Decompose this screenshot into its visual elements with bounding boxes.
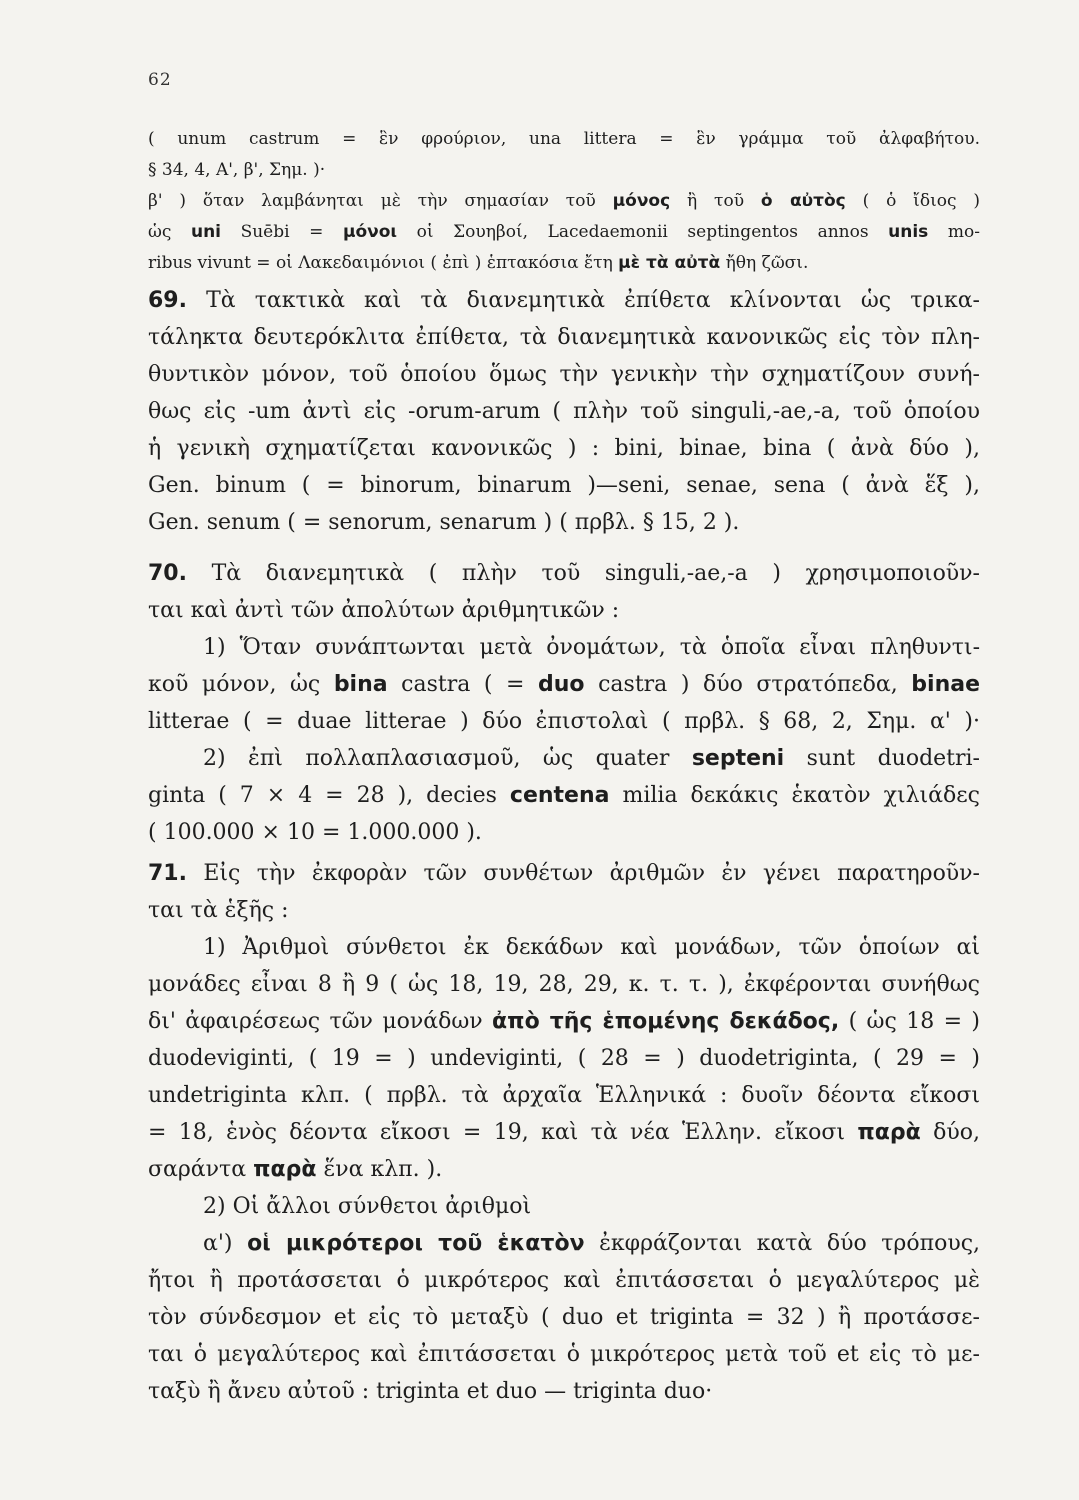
section-number: 71. [148, 861, 187, 886]
note-block [148, 124, 980, 279]
text-run: Τὰ διανεμητικὰ ( πλὴν τοῦ singuli,-ae,-a ) χρησιμοποιοῦν- [186, 561, 980, 586]
text-line [148, 467, 980, 504]
text-run: sunt duodetri- [784, 746, 980, 771]
text-line [148, 1114, 980, 1151]
bold-term: bina [333, 672, 388, 697]
text-line [148, 393, 980, 430]
text-line [148, 555, 980, 592]
text-run: ταξὺ ἢ ἄνευ αὐτοῦ : triginta et duo — triginta duo· [148, 1379, 713, 1404]
text-run: ἐκφράζονται κατὰ δύο τρόπους, [584, 1231, 980, 1256]
text-line [148, 703, 980, 740]
text-line [148, 356, 980, 393]
text-run: 2) ἐπὶ πολλαπλασιασμοῦ, ὡς quater [203, 746, 692, 771]
text-run: ἤτοι ἢ προτάσσεται ὁ μικρότερος καὶ ἐπιτάσσεται ὁ μεγαλύτερος μὲ [148, 1268, 980, 1293]
text-run: 1) Ὅταν συνάπτωνται μετὰ ὀνομάτων, τὰ ὁποῖα εἶναι πληθυντι- [203, 635, 980, 660]
text-line [148, 282, 980, 319]
text-run: θως εἰς -um ἀντὶ εἰς -orum-arum ( πλὴν τοῦ singuli,-ae,-a, τοῦ ὁποίου [148, 399, 980, 424]
text-line [148, 1225, 980, 1262]
text-line [148, 592, 980, 629]
bold-term: septeni [691, 746, 785, 771]
text-line [148, 1151, 980, 1188]
text-line [148, 430, 980, 467]
text-run: β' ) ὅταν λαμβάνηται μὲ τὴν σημασίαν τοῦ [148, 191, 613, 211]
text-run: ται ὁ μεγαλύτερος καὶ ἐπιτάσσεται ὁ μικρότερος μετὰ τοῦ et εἰς τὸ με- [148, 1342, 980, 1367]
text-line [148, 248, 980, 279]
text-run: ὡς [148, 222, 191, 242]
text-line [148, 1040, 980, 1077]
text-line [148, 186, 980, 217]
text-run: castra ( = [387, 672, 539, 697]
text-line [148, 855, 980, 892]
text-line [148, 966, 980, 1003]
text-line [148, 217, 980, 248]
text-run: duodeviginti, ( 19 = ) undeviginti, ( 28 = ) duodetriginta, ( 29 = ) [148, 1046, 980, 1071]
bold-term: ὁ αὐτὸς [760, 191, 846, 211]
text-run: τάληκτα δευτερόκλιτα ἐπίθετα, τὰ διανεμητικὰ κανονικῶς εἰς τὸν πλη- [148, 325, 980, 350]
text-line [148, 777, 980, 814]
text-line [148, 740, 980, 777]
bold-term: binae [911, 672, 980, 697]
bold-term: centena [509, 783, 610, 808]
text-run: castra ) δύο στρατόπεδα, [584, 672, 912, 697]
bold-term: παρὰ [253, 1157, 317, 1182]
text-line [148, 319, 980, 356]
text-run: ἤθη ζῶσι. [720, 253, 809, 273]
text-run: δύο, [920, 1120, 980, 1145]
bold-term: παρὰ [857, 1120, 921, 1145]
text-line [148, 1003, 980, 1040]
text-line [148, 814, 980, 851]
text-run: undetriginta κλπ. ( πρβλ. τὰ ἀρχαῖα Ἑλληνικά : δυοῖν δέοντα εἴκοσι [148, 1083, 980, 1108]
section-number: 70. [148, 561, 187, 586]
text-line [148, 1336, 980, 1373]
text-run: Τὰ τακτικὰ καὶ τὰ διανεμητικὰ ἐπίθετα κλίνονται ὡς τρικα- [186, 288, 980, 313]
bold-term: μὲ τὰ αὐτὰ [618, 253, 721, 273]
text-run: ται καὶ ἀντὶ τῶν ἀπολύτων ἀριθμητικῶν : [148, 598, 620, 623]
text-run: δι' ἀφαιρέσεως τῶν μονάδων [148, 1009, 493, 1034]
text-run: § 34, 4, Α', β', Σημ. )· [148, 160, 326, 180]
text-line [148, 1077, 980, 1114]
section-number: 69. [148, 288, 187, 313]
bold-term: uni [190, 222, 222, 242]
bold-term: duo [538, 672, 585, 697]
text-line [148, 892, 980, 929]
text-run: σαράντα [148, 1157, 254, 1182]
text-run: ται τὰ ἑξῆς : [148, 898, 289, 923]
text-run: 1) Ἀριθμοὶ σύνθετοι ἐκ δεκάδων καὶ μονάδων, τῶν ὁποίων αἱ [203, 935, 980, 960]
bold-term: ἀπὸ τῆς ἑπομένης δεκάδος, [492, 1009, 840, 1034]
text-line [148, 1373, 980, 1410]
bold-term: οἱ μικρότεροι τοῦ ἑκατὸν [247, 1231, 585, 1256]
text-run: ἡ γενικὴ σχηματίζεται κανονικῶς ) : bini, binae, bina ( ἀνὰ δύο ), [148, 436, 980, 461]
text-line [148, 666, 980, 703]
section-70 [148, 555, 980, 851]
text-run: τὸν σύνδεσμον et εἰς τὸ μεταξὺ ( duo et triginta = 32 ) ἢ προτάσσε- [148, 1305, 980, 1330]
text-line [148, 1188, 980, 1225]
text-run: ( ὁ ἴδιος ) [845, 191, 980, 211]
text-run: Εἰς τὴν ἐκφορὰν τῶν συνθέτων ἀριθμῶν ἐν γένει παρατηροῦν- [186, 861, 980, 886]
text-run: ribus vivunt = οἱ Λακεδαιμόνιοι ( ἐπὶ ) ἑπτακόσια ἔτη [148, 253, 619, 273]
bold-term: μόνοι [342, 222, 398, 242]
text-line [148, 1299, 980, 1336]
section-69 [148, 282, 980, 541]
text-line [148, 155, 980, 186]
text-run: ( ὡς 18 = ) [839, 1009, 980, 1034]
text-line [148, 929, 980, 966]
text-run: litterae ( = duae litterae ) δύο ἐπιστολαὶ ( πρβλ. § 68, 2, Σημ. α' )· [148, 709, 980, 734]
page-number: 62 [148, 70, 172, 90]
text-run: κοῦ μόνον, ὡς [148, 672, 334, 697]
bold-term: μόνος [612, 191, 671, 211]
bold-term: unis [888, 222, 929, 242]
section-71 [148, 855, 980, 1410]
text-line [148, 1262, 980, 1299]
text-line [148, 124, 980, 155]
text-run: ( unum castrum = ἓν φρούριον, una littera = ἓν γράμμα τοῦ ἀλφαβήτου. [148, 129, 980, 149]
text-run: θυντικὸν μόνον, τοῦ ὁποίου ὅμως τὴν γενικὴν τὴν σχηματίζουν συνή- [148, 362, 980, 387]
text-run: milia δεκάκις ἑκατὸν χιλιάδες [609, 783, 980, 808]
text-run: 2) Οἱ ἄλλοι σύνθετοι ἀριθμοὶ [203, 1194, 532, 1219]
text-run: = 18, ἑνὸς δέοντα εἴκοσι = 19, καὶ τὰ νέα Ἑλλην. εἴκοσι [148, 1120, 858, 1145]
text-run: ginta ( 7 × 4 = 28 ), decies [148, 783, 510, 808]
text-run: οἱ Σουηβοί, Lacedaemonii septingentos annos [397, 222, 889, 242]
text-run: ( 100.000 × 10 = 1.000.000 ). [148, 820, 482, 845]
text-run: Gen. senum ( = senorum, senarum ) ( πρβλ. § 15, 2 ). [148, 510, 740, 535]
text-run: ἕνα κλπ. ). [316, 1157, 443, 1182]
text-run: μονάδες εἶναι 8 ἢ 9 ( ὡς 18, 19, 28, 29, κ. τ. τ. ), ἐκφέρονται συνήθως [148, 972, 980, 997]
text-line [148, 504, 980, 541]
text-run: mo- [928, 222, 980, 242]
text-run: α') [203, 1231, 248, 1256]
text-run: ἢ τοῦ [670, 191, 761, 211]
text-run: Gen. binum ( = binorum, binarum )—seni, senae, sena ( ἀνὰ ἕξ ), [148, 473, 980, 498]
text-line [148, 629, 980, 666]
text-run: Suēbi = [221, 222, 343, 242]
